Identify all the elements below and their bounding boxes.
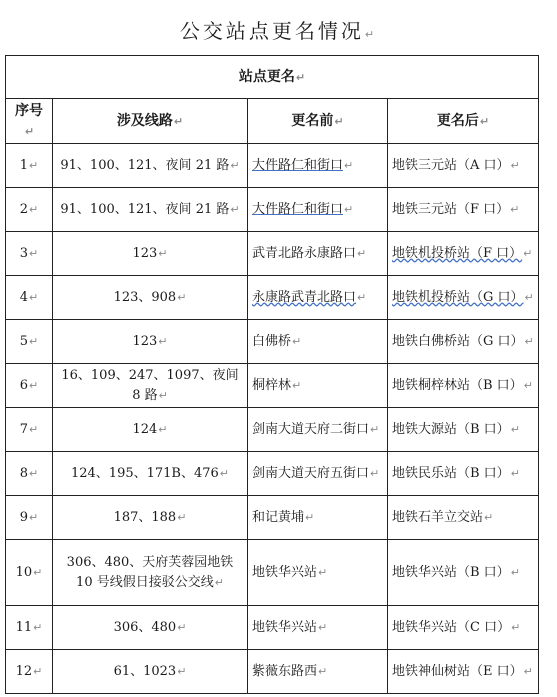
cell-no: 11↵ (6, 606, 53, 650)
table-caption: 站点更名↵ (6, 56, 539, 99)
cell-lines: 91、100、121、夜间 21 路↵ (53, 188, 248, 232)
cell-no: 9↵ (6, 496, 53, 540)
cell-old-name: 永康路武青北路口↵ (248, 276, 388, 320)
cell-no: 7↵ (6, 408, 53, 452)
cell-lines: 123↵ (53, 232, 248, 276)
cell-new-name: 地铁三元站（F 口）↵ (388, 188, 539, 232)
cell-new-name: 地铁机投桥站（G 口）↵ (388, 276, 539, 320)
table-row (6, 144, 539, 188)
cell-no: 8↵ (6, 452, 53, 496)
document-title-text: 公交站点更名情况 (179, 19, 364, 43)
cell-old-name: 地铁华兴站↵ (248, 606, 388, 650)
cell-new-name: 地铁桐梓林站（B 口）↵ (388, 364, 539, 408)
cell-lines: 124↵ (53, 408, 248, 452)
cell-old-name: 武青北路永康路口↵ (248, 232, 388, 276)
cell-new-name: 地铁民乐站（B 口）↵ (388, 452, 539, 496)
cell-old-name: 地铁华兴站↵ (248, 540, 388, 606)
header-new-name: 更名后↵ (388, 99, 539, 144)
cell-old-name: 紫薇东路西↵ (248, 650, 388, 694)
cell-no: 1↵ (6, 144, 53, 188)
cell-lines: 306、480、天府芙蓉园地铁 10 号线假日接驳公交线↵ (53, 540, 248, 606)
cell-no: 10↵ (6, 540, 53, 606)
cell-lines: 61、1023↵ (53, 650, 248, 694)
cell-old-name: 桐梓林↵ (248, 364, 388, 408)
cell-lines: 91、100、121、夜间 21 路↵ (53, 144, 248, 188)
table-row (6, 540, 539, 606)
cell-new-name: 地铁三元站（A 口）↵ (388, 144, 539, 188)
cell-old-name: 白佛桥↵ (248, 320, 388, 364)
cell-no: 4↵ (6, 276, 53, 320)
cell-new-name: 地铁神仙树站（E 口）↵ (388, 650, 539, 694)
cell-no: 6↵ (6, 364, 53, 408)
table-row (6, 320, 539, 364)
cell-lines: 124、195、171B、476↵ (53, 452, 248, 496)
table-row (6, 232, 539, 276)
paragraph-mark: ↵ (364, 28, 378, 41)
cell-old-name: 和记黄埔↵ (248, 496, 388, 540)
header-lines: 涉及线路↵ (53, 99, 248, 144)
caption-row (6, 56, 539, 99)
station-rename-table (5, 55, 539, 694)
table-row (6, 650, 539, 694)
cell-old-name: 大件路仁和街口↵ (248, 144, 388, 188)
table-row (6, 408, 539, 452)
cell-new-name: 地铁石羊立交站↵ (388, 496, 539, 540)
header-old-name: 更名前↵ (248, 99, 388, 144)
header-no: 序号↵ (6, 99, 53, 144)
cell-new-name: 地铁机投桥站（F 口）↵ (388, 232, 539, 276)
cell-no: 5↵ (6, 320, 53, 364)
cell-lines: 123、908↵ (53, 276, 248, 320)
cell-new-name: 地铁白佛桥站（G 口）↵ (388, 320, 539, 364)
cell-lines: 16、109、247、1097、夜间 8 路↵ (53, 364, 248, 408)
table-row (6, 496, 539, 540)
cell-lines: 306、480↵ (53, 606, 248, 650)
table-row (6, 364, 539, 408)
cell-old-name: 大件路仁和街口↵ (248, 188, 388, 232)
table-row (6, 188, 539, 232)
cell-old-name: 剑南大道天府二街口↵ (248, 408, 388, 452)
cell-no: 3↵ (6, 232, 53, 276)
cell-new-name: 地铁大源站（B 口）↵ (388, 408, 539, 452)
cell-old-name: 剑南大道天府五街口↵ (248, 452, 388, 496)
table-row (6, 606, 539, 650)
table-row (6, 276, 539, 320)
cell-lines: 187、188↵ (53, 496, 248, 540)
cell-no: 2↵ (6, 188, 53, 232)
document-title (0, 18, 557, 48)
table-row (6, 452, 539, 496)
cell-new-name: 地铁华兴站（B 口）↵ (388, 540, 539, 606)
cell-no: 12↵ (6, 650, 53, 694)
cell-lines: 123↵ (53, 320, 248, 364)
cell-new-name: 地铁华兴站（C 口）↵ (388, 606, 539, 650)
header-row (6, 99, 539, 144)
